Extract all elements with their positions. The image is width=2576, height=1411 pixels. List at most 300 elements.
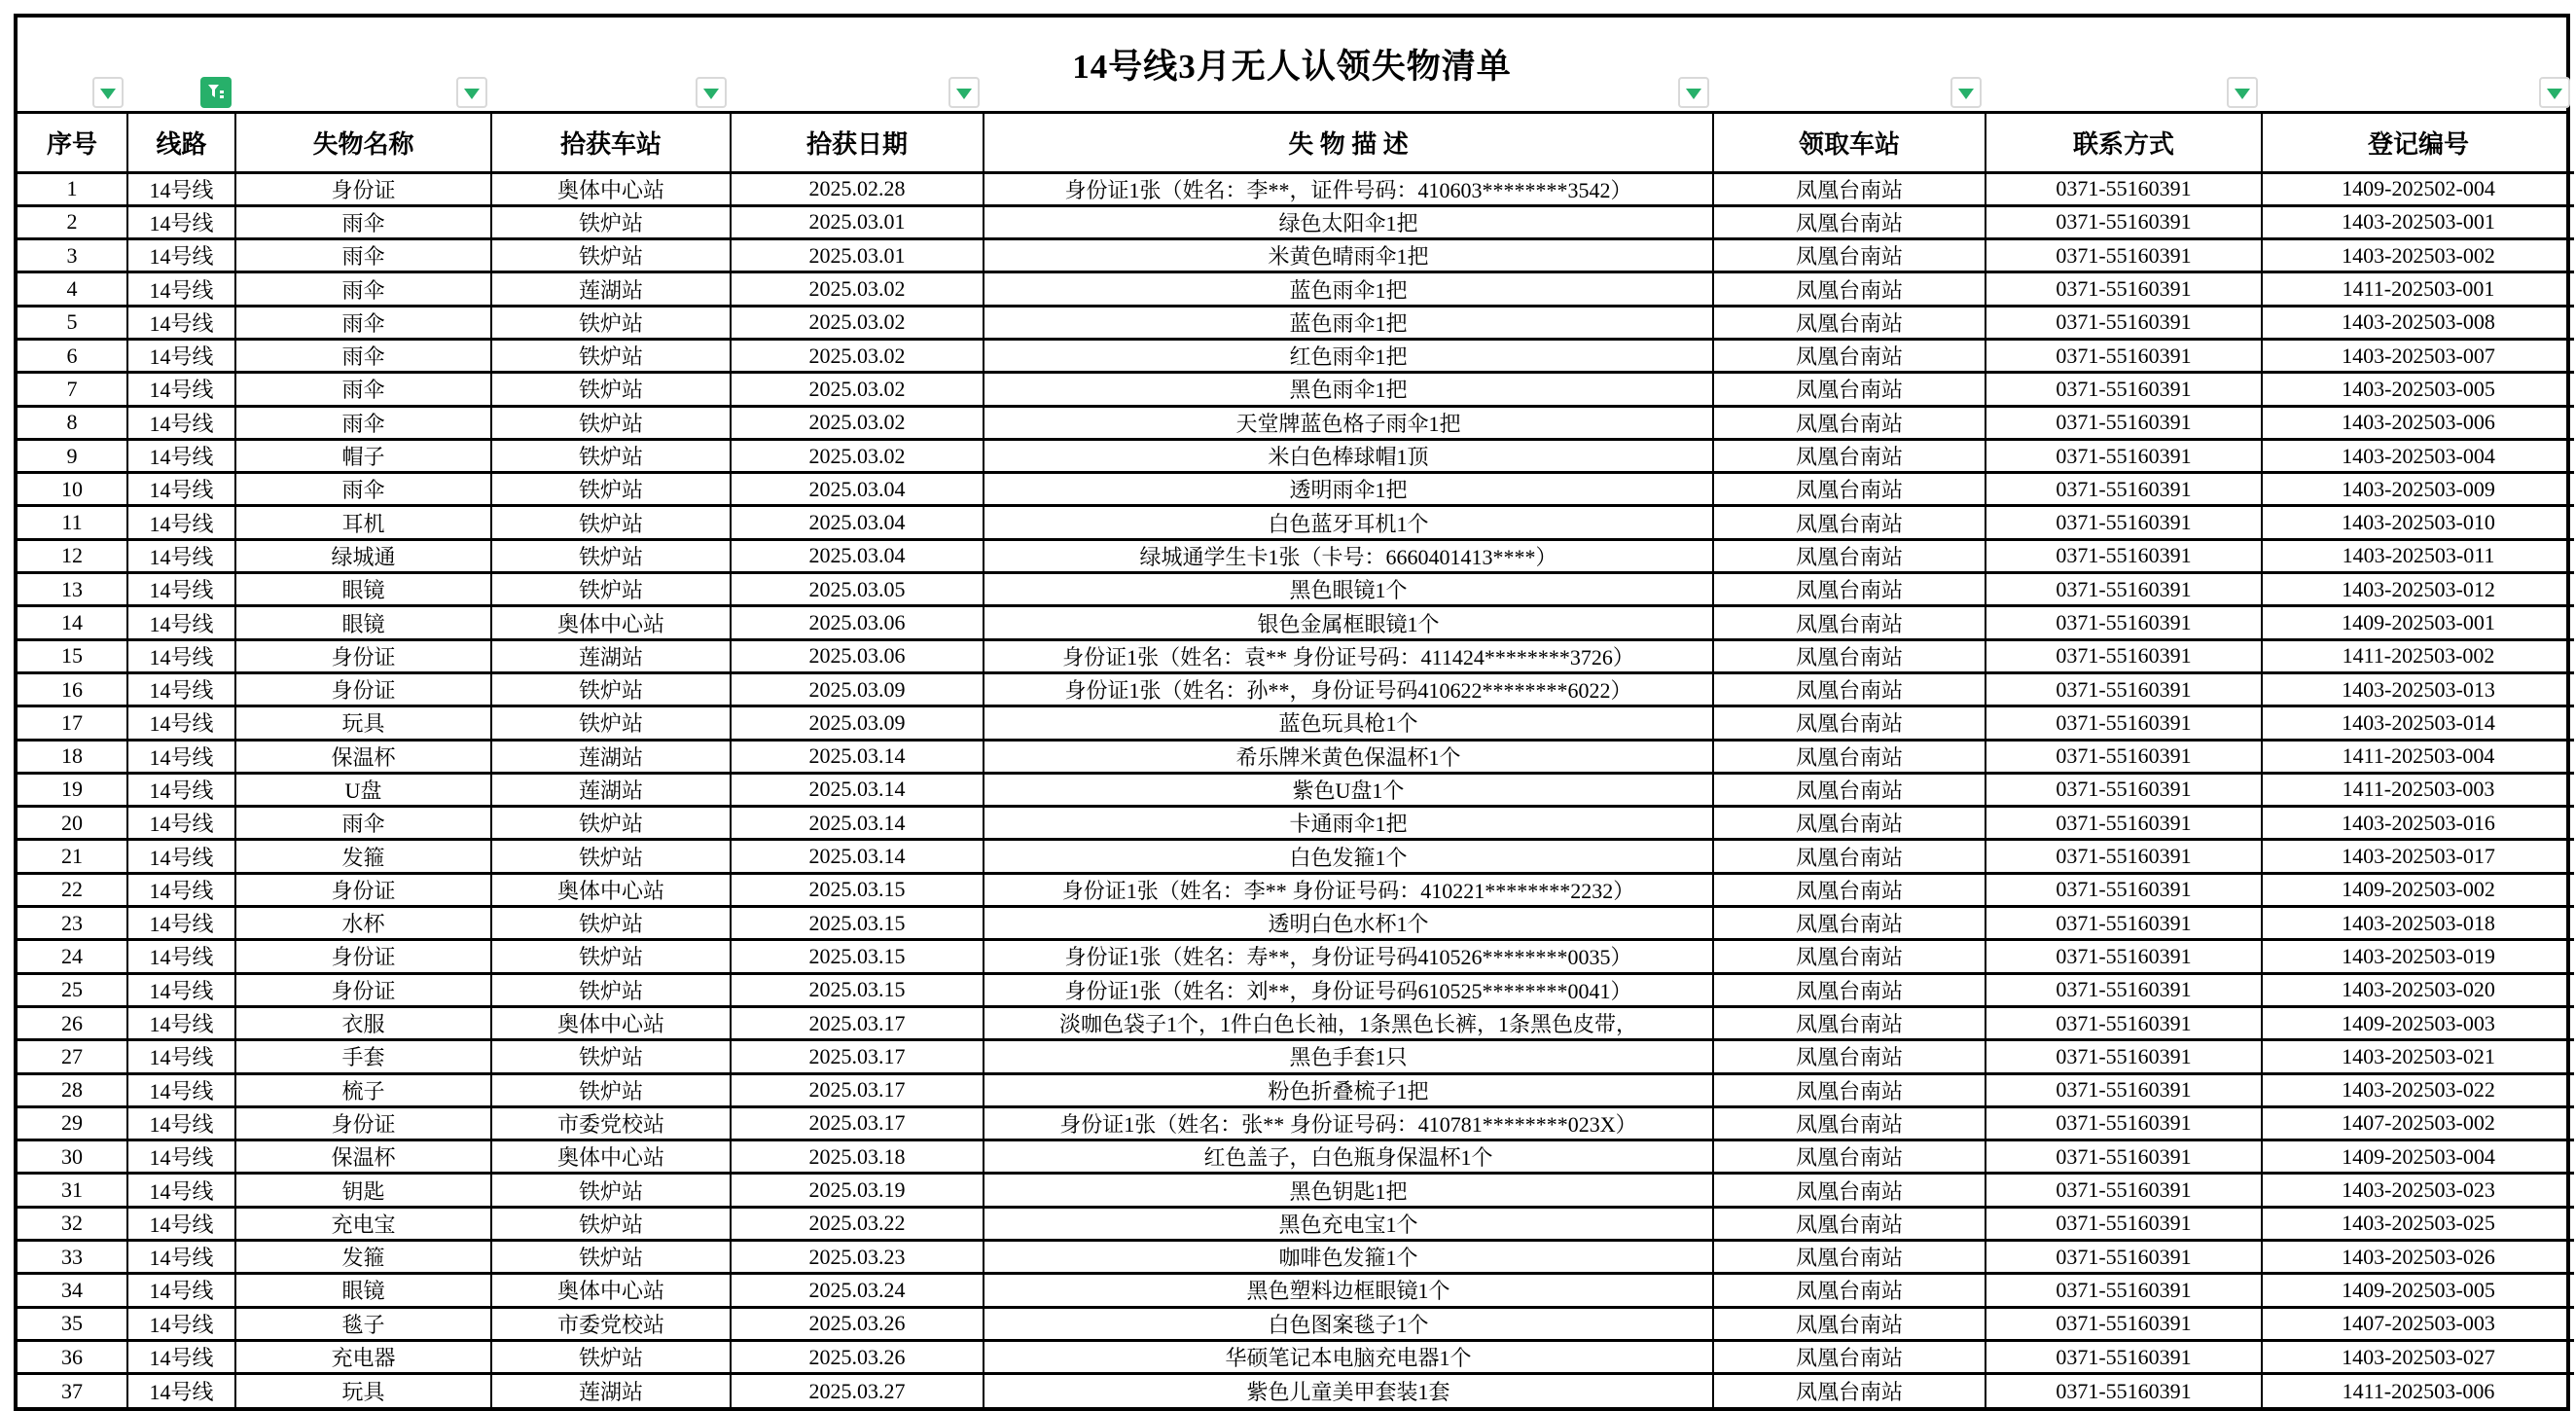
cell-no: 34	[18, 1274, 127, 1307]
cell-item-name: 充电宝	[235, 1207, 491, 1240]
cell-item-name: 身份证	[235, 172, 491, 205]
cell-pickup-station: 凤凰台南站	[1713, 1006, 1986, 1039]
column-header-item-name: 失物名称	[235, 114, 491, 172]
cell-found-station: 奥体中心站	[491, 1006, 731, 1039]
column-header-found-station: 拾获车站	[491, 114, 731, 172]
cell-line: 14号线	[127, 239, 235, 272]
table-title-row	[18, 18, 2566, 114]
cell-found-date: 2025.03.01	[731, 205, 984, 238]
cell-contact: 0371-55160391	[1986, 672, 2262, 706]
cell-found-station: 铁炉站	[491, 439, 731, 472]
cell-description: 身份证1张（姓名：寿**，身份证号码410526********0035）	[984, 940, 1713, 973]
cell-found-date: 2025.03.27	[731, 1374, 984, 1407]
cell-item-name: 身份证	[235, 973, 491, 1006]
cell-item-name: 身份证	[235, 672, 491, 706]
cell-found-station: 奥体中心站	[491, 1274, 731, 1307]
cell-item-name: 雨伞	[235, 339, 491, 372]
cell-contact: 0371-55160391	[1986, 940, 2262, 973]
cell-line: 14号线	[127, 473, 235, 506]
cell-no: 22	[18, 873, 127, 906]
cell-found-station: 铁炉站	[491, 807, 731, 840]
cell-description: 米黄色晴雨伞1把	[984, 239, 1713, 272]
cell-found-station: 市委党校站	[491, 1307, 731, 1340]
cell-item-name: 保温杯	[235, 1140, 491, 1174]
cell-line: 14号线	[127, 573, 235, 606]
column-header-description: 失 物 描 述	[984, 114, 1713, 172]
cell-found-date: 2025.03.02	[731, 406, 984, 439]
table-row	[18, 1106, 2574, 1140]
cell-pickup-station: 凤凰台南站	[1713, 172, 1986, 205]
cell-reg-no: 1403-202503-009	[2262, 473, 2574, 506]
cell-item-name: 雨伞	[235, 306, 491, 339]
cell-description: 红色雨伞1把	[984, 339, 1713, 372]
cell-contact: 0371-55160391	[1986, 439, 2262, 472]
cell-description: 黑色钥匙1把	[984, 1174, 1713, 1207]
cell-reg-no: 1403-202503-011	[2262, 539, 2574, 572]
cell-reg-no: 1403-202503-022	[2262, 1073, 2574, 1106]
table-row	[18, 606, 2574, 639]
table-row	[18, 506, 2574, 539]
cell-contact: 0371-55160391	[1986, 539, 2262, 572]
cell-found-date: 2025.03.24	[731, 1274, 984, 1307]
cell-no: 27	[18, 1040, 127, 1073]
cell-no: 9	[18, 439, 127, 472]
cell-reg-no: 1403-202503-013	[2262, 672, 2574, 706]
cell-found-date: 2025.03.04	[731, 506, 984, 539]
cell-found-date: 2025.03.23	[731, 1241, 984, 1274]
cell-pickup-station: 凤凰台南站	[1713, 1241, 1986, 1274]
cell-line: 14号线	[127, 205, 235, 238]
cell-pickup-station: 凤凰台南站	[1713, 973, 1986, 1006]
cell-contact: 0371-55160391	[1986, 272, 2262, 306]
cell-pickup-station: 凤凰台南站	[1713, 1174, 1986, 1207]
cell-pickup-station: 凤凰台南站	[1713, 1307, 1986, 1340]
cell-item-name: 身份证	[235, 639, 491, 672]
cell-line: 14号线	[127, 807, 235, 840]
cell-contact: 0371-55160391	[1986, 172, 2262, 205]
cell-found-station: 铁炉站	[491, 907, 731, 940]
filter-dropdown-icon[interactable]	[456, 77, 487, 108]
cell-no: 4	[18, 272, 127, 306]
table-row	[18, 539, 2574, 572]
cell-reg-no: 1403-202503-002	[2262, 239, 2574, 272]
cell-no: 32	[18, 1207, 127, 1240]
cell-line: 14号线	[127, 606, 235, 639]
table-row	[18, 1207, 2574, 1240]
cell-found-station: 奥体中心站	[491, 1140, 731, 1174]
cell-contact: 0371-55160391	[1986, 1307, 2262, 1340]
cell-item-name: 雨伞	[235, 272, 491, 306]
cell-reg-no: 1411-202503-006	[2262, 1374, 2574, 1407]
cell-item-name: 身份证	[235, 873, 491, 906]
cell-found-station: 奥体中心站	[491, 172, 731, 205]
cell-description: 黑色塑料边框眼镜1个	[984, 1274, 1713, 1307]
cell-found-station: 铁炉站	[491, 1340, 731, 1373]
cell-item-name: 雨伞	[235, 205, 491, 238]
cell-found-date: 2025.03.02	[731, 272, 984, 306]
cell-line: 14号线	[127, 1140, 235, 1174]
chevron-down-icon	[464, 89, 480, 99]
filter-dropdown-icon[interactable]	[696, 77, 727, 108]
table-row	[18, 840, 2574, 873]
cell-pickup-station: 凤凰台南站	[1713, 1340, 1986, 1373]
cell-found-date: 2025.03.26	[731, 1307, 984, 1340]
cell-contact: 0371-55160391	[1986, 639, 2262, 672]
cell-item-name: 雨伞	[235, 373, 491, 406]
cell-contact: 0371-55160391	[1986, 1140, 2262, 1174]
cell-description: 淡咖色袋子1个，1件白色长袖，1条黑色长裤，1条黑色皮带，	[984, 1006, 1713, 1039]
cell-contact: 0371-55160391	[1986, 907, 2262, 940]
table-row	[18, 1340, 2574, 1373]
cell-description: 白色图案毯子1个	[984, 1307, 1713, 1340]
cell-item-name: 水杯	[235, 907, 491, 940]
cell-pickup-station: 凤凰台南站	[1713, 672, 1986, 706]
column-header-line: 线路	[127, 114, 235, 172]
cell-no: 28	[18, 1073, 127, 1106]
cell-line: 14号线	[127, 1274, 235, 1307]
table-row	[18, 1374, 2574, 1407]
cell-pickup-station: 凤凰台南站	[1713, 539, 1986, 572]
cell-reg-no: 1403-202503-025	[2262, 1207, 2574, 1240]
cell-reg-no: 1403-202503-018	[2262, 907, 2574, 940]
cell-no: 17	[18, 706, 127, 740]
cell-pickup-station: 凤凰台南站	[1713, 1106, 1986, 1140]
cell-description: 蓝色雨伞1把	[984, 306, 1713, 339]
cell-found-station: 铁炉站	[491, 306, 731, 339]
table-row	[18, 740, 2574, 773]
cell-found-date: 2025.03.15	[731, 907, 984, 940]
cell-contact: 0371-55160391	[1986, 205, 2262, 238]
cell-line: 14号线	[127, 1006, 235, 1039]
cell-description: 身份证1张（姓名：刘**，身份证号码610525********0041）	[984, 973, 1713, 1006]
cell-contact: 0371-55160391	[1986, 1174, 2262, 1207]
cell-found-station: 奥体中心站	[491, 606, 731, 639]
cell-description: 粉色折叠梳子1把	[984, 1073, 1713, 1106]
cell-reg-no: 1403-202503-008	[2262, 306, 2574, 339]
cell-pickup-station: 凤凰台南站	[1713, 639, 1986, 672]
cell-contact: 0371-55160391	[1986, 406, 2262, 439]
cell-no: 14	[18, 606, 127, 639]
cell-found-date: 2025.03.17	[731, 1073, 984, 1106]
cell-line: 14号线	[127, 639, 235, 672]
cell-contact: 0371-55160391	[1986, 606, 2262, 639]
cell-contact: 0371-55160391	[1986, 1374, 2262, 1407]
cell-reg-no: 1403-202503-020	[2262, 973, 2574, 1006]
column-header-no: 序号	[46, 129, 97, 159]
cell-pickup-station: 凤凰台南站	[1713, 406, 1986, 439]
cell-line: 14号线	[127, 840, 235, 873]
table-row	[18, 1073, 2574, 1106]
cell-description: 白色发箍1个	[984, 840, 1713, 873]
cell-line: 14号线	[127, 339, 235, 372]
cell-contact: 0371-55160391	[1986, 1040, 2262, 1073]
cell-no: 23	[18, 907, 127, 940]
cell-reg-no: 1409-202502-004	[2262, 172, 2574, 205]
cell-found-date: 2025.03.02	[731, 373, 984, 406]
cell-item-name: 眼镜	[235, 573, 491, 606]
cell-no: 6	[18, 339, 127, 372]
filter-dropdown-icon[interactable]	[92, 77, 124, 108]
cell-found-date: 2025.02.28	[731, 172, 984, 205]
cell-item-name: 毯子	[235, 1307, 491, 1340]
cell-contact: 0371-55160391	[1986, 840, 2262, 873]
cell-reg-no: 1403-202503-019	[2262, 940, 2574, 973]
cell-no: 31	[18, 1174, 127, 1207]
cell-pickup-station: 凤凰台南站	[1713, 606, 1986, 639]
cell-no: 5	[18, 306, 127, 339]
cell-description: 身份证1张（姓名：孙**，身份证号码410622********6022）	[984, 672, 1713, 706]
cell-found-date: 2025.03.02	[731, 306, 984, 339]
cell-item-name: 玩具	[235, 706, 491, 740]
table-row	[18, 639, 2574, 672]
cell-pickup-station: 凤凰台南站	[1713, 306, 1986, 339]
cell-found-date: 2025.03.04	[731, 473, 984, 506]
cell-line: 14号线	[127, 1374, 235, 1407]
cell-no: 16	[18, 672, 127, 706]
cell-found-station: 铁炉站	[491, 706, 731, 740]
cell-reg-no: 1403-202503-016	[2262, 807, 2574, 840]
table-row	[18, 940, 2574, 973]
cell-pickup-station: 凤凰台南站	[1713, 873, 1986, 906]
cell-found-date: 2025.03.14	[731, 840, 984, 873]
cell-found-station: 莲湖站	[491, 639, 731, 672]
filter-dropdown-icon[interactable]	[2539, 77, 2570, 108]
cell-line: 14号线	[127, 1174, 235, 1207]
chevron-down-icon	[703, 89, 719, 99]
cell-no: 18	[18, 740, 127, 773]
cell-line: 14号线	[127, 773, 235, 806]
cell-line: 14号线	[127, 1073, 235, 1106]
cell-contact: 0371-55160391	[1986, 773, 2262, 806]
cell-description: 华硕笔记本电脑充电器1个	[984, 1340, 1713, 1373]
cell-no: 20	[18, 807, 127, 840]
chevron-down-icon	[100, 89, 116, 99]
cell-reg-no: 1403-202503-005	[2262, 373, 2574, 406]
cell-line: 14号线	[127, 406, 235, 439]
cell-no: 29	[18, 1106, 127, 1140]
cell-reg-no: 1409-202503-005	[2262, 1274, 2574, 1307]
table-row	[18, 807, 2574, 840]
cell-found-station: 铁炉站	[491, 1241, 731, 1274]
cell-line: 14号线	[127, 1241, 235, 1274]
cell-line: 14号线	[127, 1106, 235, 1140]
cell-no: 21	[18, 840, 127, 873]
chevron-down-icon	[1686, 89, 1701, 99]
cell-found-date: 2025.03.15	[731, 973, 984, 1006]
table-row	[18, 306, 2574, 339]
cell-description: 蓝色玩具枪1个	[984, 706, 1713, 740]
lost-items-grid	[18, 114, 2574, 1407]
cell-reg-no: 1403-202503-017	[2262, 840, 2574, 873]
cell-item-name: 发箍	[235, 840, 491, 873]
table-row	[18, 272, 2574, 306]
cell-line: 14号线	[127, 907, 235, 940]
table-row	[18, 1140, 2574, 1174]
cell-description: 希乐牌米黄色保温杯1个	[984, 740, 1713, 773]
cell-item-name: U盘	[235, 773, 491, 806]
cell-item-name: 眼镜	[235, 606, 491, 639]
cell-description: 绿城通学生卡1张（卡号：6660401413****）	[984, 539, 1713, 572]
cell-found-date: 2025.03.14	[731, 807, 984, 840]
cell-line: 14号线	[127, 672, 235, 706]
cell-pickup-station: 凤凰台南站	[1713, 373, 1986, 406]
cell-description: 黑色雨伞1把	[984, 373, 1713, 406]
cell-found-station: 莲湖站	[491, 773, 731, 806]
table-row	[18, 172, 2574, 205]
cell-found-date: 2025.03.05	[731, 573, 984, 606]
cell-description: 卡通雨伞1把	[984, 807, 1713, 840]
filter-dropdown-icon[interactable]	[1678, 77, 1709, 108]
table-row	[18, 1274, 2574, 1307]
cell-item-name: 发箍	[235, 1241, 491, 1274]
cell-line: 14号线	[127, 539, 235, 572]
cell-description: 绿色太阳伞1把	[984, 205, 1713, 238]
cell-contact: 0371-55160391	[1986, 1340, 2262, 1373]
cell-contact: 0371-55160391	[1986, 873, 2262, 906]
cell-pickup-station: 凤凰台南站	[1713, 840, 1986, 873]
table-row	[18, 672, 2574, 706]
cell-found-station: 莲湖站	[491, 1374, 731, 1407]
cell-found-station: 铁炉站	[491, 406, 731, 439]
cell-no: 3	[18, 239, 127, 272]
cell-item-name: 充电器	[235, 1340, 491, 1373]
cell-pickup-station: 凤凰台南站	[1713, 239, 1986, 272]
cell-found-date: 2025.03.17	[731, 1106, 984, 1140]
cell-no: 33	[18, 1241, 127, 1274]
cell-pickup-station: 凤凰台南站	[1713, 573, 1986, 606]
cell-no: 2	[18, 205, 127, 238]
cell-reg-no: 1403-202503-006	[2262, 406, 2574, 439]
table-row	[18, 706, 2574, 740]
filter-dropdown-icon[interactable]	[1950, 77, 1982, 108]
cell-found-date: 2025.03.17	[731, 1006, 984, 1039]
cell-pickup-station: 凤凰台南站	[1713, 339, 1986, 372]
cell-no: 19	[18, 773, 127, 806]
cell-pickup-station: 凤凰台南站	[1713, 740, 1986, 773]
filter-dropdown-icon[interactable]	[948, 77, 980, 108]
cell-found-date: 2025.03.17	[731, 1040, 984, 1073]
cell-description: 身份证1张（姓名：李**，证件号码：410603********3542）	[984, 172, 1713, 205]
table-row	[18, 973, 2574, 1006]
filter-dropdown-icon[interactable]	[2227, 77, 2258, 108]
cell-item-name: 眼镜	[235, 1274, 491, 1307]
cell-found-station: 铁炉站	[491, 1207, 731, 1240]
header-row	[18, 114, 2574, 172]
cell-found-date: 2025.03.15	[731, 940, 984, 973]
chevron-down-icon	[2547, 89, 2562, 99]
cell-pickup-station: 凤凰台南站	[1713, 807, 1986, 840]
table-row	[18, 1040, 2574, 1073]
cell-found-date: 2025.03.18	[731, 1140, 984, 1174]
cell-no: 12	[18, 539, 127, 572]
cell-description: 黑色充电宝1个	[984, 1207, 1713, 1240]
cell-item-name: 帽子	[235, 439, 491, 472]
cell-pickup-station: 凤凰台南站	[1713, 439, 1986, 472]
cell-found-station: 莲湖站	[491, 740, 731, 773]
cell-contact: 0371-55160391	[1986, 706, 2262, 740]
cell-reg-no: 1403-202503-014	[2262, 706, 2574, 740]
cell-found-station: 铁炉站	[491, 840, 731, 873]
cell-line: 14号线	[127, 973, 235, 1006]
cell-item-name: 玩具	[235, 1374, 491, 1407]
cell-line: 14号线	[127, 172, 235, 205]
cell-found-station: 奥体中心站	[491, 873, 731, 906]
chevron-down-icon	[1958, 89, 1974, 99]
cell-found-date: 2025.03.02	[731, 339, 984, 372]
cell-description: 天堂牌蓝色格子雨伞1把	[984, 406, 1713, 439]
cell-contact: 0371-55160391	[1986, 740, 2262, 773]
cell-found-station: 铁炉站	[491, 339, 731, 372]
table-row	[18, 439, 2574, 472]
cell-description: 咖啡色发箍1个	[984, 1241, 1713, 1274]
cell-description: 紫色儿童美甲套装1套	[984, 1374, 1713, 1407]
cell-line: 14号线	[127, 1207, 235, 1240]
table-row	[18, 773, 2574, 806]
cell-contact: 0371-55160391	[1986, 339, 2262, 372]
cell-reg-no: 1403-202503-026	[2262, 1241, 2574, 1274]
cell-found-date: 2025.03.22	[731, 1207, 984, 1240]
cell-line: 14号线	[127, 506, 235, 539]
cell-contact: 0371-55160391	[1986, 373, 2262, 406]
cell-description: 白色蓝牙耳机1个	[984, 506, 1713, 539]
cell-pickup-station: 凤凰台南站	[1713, 907, 1986, 940]
cell-line: 14号线	[127, 439, 235, 472]
cell-contact: 0371-55160391	[1986, 1006, 2262, 1039]
cell-contact: 0371-55160391	[1986, 239, 2262, 272]
cell-contact: 0371-55160391	[1986, 573, 2262, 606]
cell-pickup-station: 凤凰台南站	[1713, 506, 1986, 539]
cell-reg-no: 1411-202503-004	[2262, 740, 2574, 773]
cell-found-station: 铁炉站	[491, 473, 731, 506]
cell-item-name: 保温杯	[235, 740, 491, 773]
cell-pickup-station: 凤凰台南站	[1713, 773, 1986, 806]
cell-found-station: 铁炉站	[491, 573, 731, 606]
cell-pickup-station: 凤凰台南站	[1713, 272, 1986, 306]
cell-contact: 0371-55160391	[1986, 973, 2262, 1006]
cell-item-name: 身份证	[235, 1106, 491, 1140]
cell-found-station: 市委党校站	[491, 1106, 731, 1140]
cell-reg-no: 1403-202503-007	[2262, 339, 2574, 372]
cell-description: 身份证1张（姓名：袁** 身份证号码：411424********3726）	[984, 639, 1713, 672]
table-body	[18, 172, 2574, 1407]
cell-no: 24	[18, 940, 127, 973]
chevron-down-icon	[2235, 89, 2250, 99]
cell-found-date: 2025.03.26	[731, 1340, 984, 1373]
table-row	[18, 373, 2574, 406]
cell-found-station: 铁炉站	[491, 373, 731, 406]
cell-found-station: 铁炉站	[491, 973, 731, 1006]
cell-found-date: 2025.03.02	[731, 439, 984, 472]
cell-contact: 0371-55160391	[1986, 1207, 2262, 1240]
cell-no: 8	[18, 406, 127, 439]
cell-found-date: 2025.03.19	[731, 1174, 984, 1207]
cell-pickup-station: 凤凰台南站	[1713, 473, 1986, 506]
cell-reg-no: 1403-202503-027	[2262, 1340, 2574, 1373]
cell-reg-no: 1403-202503-021	[2262, 1040, 2574, 1073]
cell-found-station: 铁炉站	[491, 1073, 731, 1106]
cell-description: 红色盖子，白色瓶身保温杯1个	[984, 1140, 1713, 1174]
cell-pickup-station: 凤凰台南站	[1713, 1073, 1986, 1106]
column-header-pickup-station: 领取车站	[1713, 114, 1986, 172]
cell-no: 1	[18, 172, 127, 205]
cell-pickup-station: 凤凰台南站	[1713, 1040, 1986, 1073]
cell-line: 14号线	[127, 1040, 235, 1073]
filter-applied-funnel-icon[interactable]	[200, 77, 232, 108]
cell-no: 7	[18, 373, 127, 406]
cell-found-date: 2025.03.06	[731, 639, 984, 672]
cell-line: 14号线	[127, 940, 235, 973]
cell-no: 35	[18, 1307, 127, 1340]
